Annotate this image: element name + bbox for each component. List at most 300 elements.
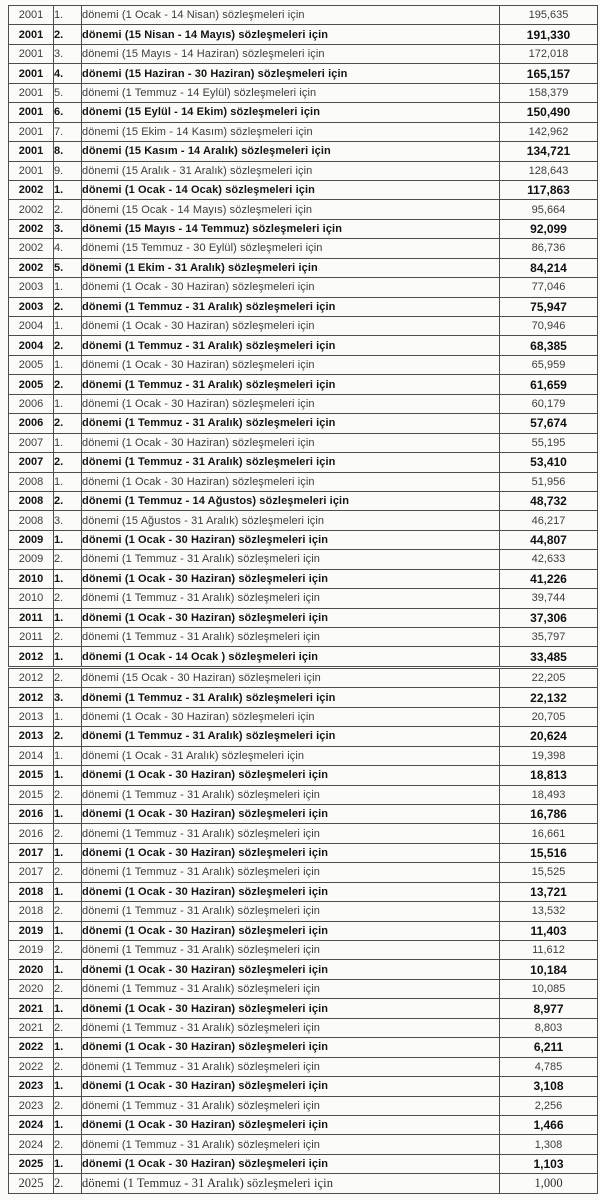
period-cell: 1. [54,882,82,901]
year-cell: 2019 [9,941,54,960]
year-cell: 2022 [9,1038,54,1057]
table-row [9,336,598,355]
year-cell: 2012 [9,667,54,687]
value-cell: 128,643 [500,161,598,180]
year-cell: 2020 [9,960,54,979]
table-row [9,1115,598,1134]
table-row [9,239,598,258]
table-row [9,1174,598,1193]
year-cell: 2012 [9,647,54,667]
value-cell: 2,256 [500,1096,598,1115]
value-cell: 195,635 [500,6,598,25]
period-cell: 2. [54,628,82,647]
table-row [9,278,598,297]
description-cell: dönemi (1 Ekim - 31 Aralık) sözleşmeleri için [82,258,500,277]
table-row [9,44,598,63]
period-cell: 2. [54,453,82,472]
description-cell: dönemi (15 Ocak - 30 Haziran) sözleşmeleri için [82,667,500,687]
period-cell: 3. [54,219,82,238]
year-cell: 2018 [9,902,54,921]
table-row [9,433,598,452]
value-cell: 61,659 [500,375,598,394]
period-cell: 5. [54,83,82,102]
value-cell: 35,797 [500,628,598,647]
year-cell: 2001 [9,44,54,63]
description-cell: dönemi (1 Temmuz - 14 Eylül) sözleşmeleri için [82,83,500,102]
year-cell: 2001 [9,6,54,25]
description-cell: dönemi (1 Ocak - 30 Haziran) sözleşmeleri için [82,960,500,979]
year-cell: 2003 [9,278,54,297]
value-cell: 158,379 [500,83,598,102]
period-cell: 2. [54,1135,82,1154]
period-cell: 2. [54,941,82,960]
value-cell: 16,661 [500,824,598,843]
description-cell: dönemi (1 Ocak - 30 Haziran) sözleşmeleri için [82,317,500,336]
table-row [9,960,598,979]
year-cell: 2008 [9,491,54,510]
value-cell: 18,813 [500,766,598,785]
description-cell: dönemi (1 Ocak - 30 Haziran) sözleşmeleri için [82,882,500,901]
table-row [9,1038,598,1057]
description-cell: dönemi (1 Temmuz - 31 Aralık) sözleşmeleri için [82,863,500,882]
period-cell: 2. [54,491,82,510]
description-cell: dönemi (1 Ocak - 30 Haziran) sözleşmeleri için [82,1038,500,1057]
value-cell: 53,410 [500,453,598,472]
year-cell: 2004 [9,336,54,355]
description-cell: dönemi (1 Temmuz - 31 Aralık) sözleşmeleri için [82,785,500,804]
year-cell: 2016 [9,824,54,843]
description-cell: dönemi (15 Temmuz - 30 Eylül) sözleşmeleri için [82,239,500,258]
table-row [9,200,598,219]
value-cell: 48,732 [500,491,598,510]
value-cell: 191,330 [500,25,598,44]
year-cell: 2011 [9,628,54,647]
period-cell: 2. [54,200,82,219]
year-cell: 2015 [9,785,54,804]
description-cell: dönemi (15 Mayıs - 14 Haziran) sözleşmeleri için [82,44,500,63]
table-row [9,317,598,336]
table-row [9,180,598,199]
description-cell: dönemi (1 Ocak - 30 Haziran) sözleşmeleri için [82,999,500,1018]
period-cell: 2. [54,414,82,433]
value-cell: 3,108 [500,1077,598,1096]
value-cell: 172,018 [500,44,598,63]
value-cell: 18,493 [500,785,598,804]
year-cell: 2015 [9,766,54,785]
table-row [9,355,598,374]
period-cell: 9. [54,161,82,180]
description-cell: dönemi (1 Temmuz - 31 Aralık) sözleşmeleri için [82,688,500,707]
table-row [9,707,598,726]
year-cell: 2001 [9,122,54,141]
description-cell: dönemi (1 Ocak - 30 Haziran) sözleşmeleri için [82,355,500,374]
description-cell: dönemi (1 Temmuz - 31 Aralık) sözleşmeleri için [82,1174,500,1193]
year-cell: 2014 [9,746,54,765]
table-row [9,785,598,804]
value-cell: 37,306 [500,608,598,627]
period-cell: 2. [54,863,82,882]
table-row [9,1077,598,1096]
description-cell: dönemi (15 Ocak - 14 Mayıs) sözleşmeleri için [82,200,500,219]
description-cell: dönemi (1 Temmuz - 31 Aralık) sözleşmeleri için [82,902,500,921]
description-cell: dönemi (1 Temmuz - 14 Ağustos) sözleşmeleri için [82,491,500,510]
period-cell: 2. [54,1174,82,1193]
table-row [9,921,598,940]
description-cell: dönemi (1 Temmuz - 31 Aralık) sözleşmeleri için [82,589,500,608]
description-cell: dönemi (15 Ağustos - 31 Aralık) sözleşmeleri için [82,511,500,530]
period-cell: 1. [54,355,82,374]
year-cell: 2006 [9,414,54,433]
value-cell: 20,624 [500,727,598,746]
year-cell: 2009 [9,550,54,569]
year-cell: 2025 [9,1174,54,1193]
value-cell: 33,485 [500,647,598,667]
value-cell: 134,721 [500,142,598,161]
value-cell: 1,308 [500,1135,598,1154]
period-cell: 4. [54,64,82,83]
period-cell: 1. [54,647,82,667]
value-cell: 55,195 [500,433,598,452]
description-cell: dönemi (1 Ocak - 30 Haziran) sözleşmeleri için [82,1077,500,1096]
value-cell: 46,217 [500,511,598,530]
description-cell: dönemi (1 Temmuz - 31 Aralık) sözleşmeleri için [82,414,500,433]
table-row [9,667,598,687]
period-cell: 2. [54,297,82,316]
value-cell: 8,977 [500,999,598,1018]
description-cell: dönemi (1 Ocak - 30 Haziran) sözleşmeleri için [82,394,500,413]
period-cell: 2. [54,785,82,804]
year-cell: 2021 [9,999,54,1018]
value-cell: 15,516 [500,843,598,862]
year-cell: 2024 [9,1115,54,1134]
year-cell: 2019 [9,921,54,940]
period-cell: 1. [54,433,82,452]
year-cell: 2010 [9,589,54,608]
value-cell: 165,157 [500,64,598,83]
description-cell: dönemi (1 Temmuz - 31 Aralık) sözleşmeleri için [82,941,500,960]
period-cell: 1. [54,278,82,297]
value-cell: 42,633 [500,550,598,569]
description-cell: dönemi (1 Temmuz - 31 Aralık) sözleşmeleri için [82,336,500,355]
description-cell: dönemi (1 Ocak - 14 Ocak) sözleşmeleri için [82,180,500,199]
period-cell: 1. [54,394,82,413]
description-cell: dönemi (15 Haziran - 30 Haziran) sözleşmeleri için [82,64,500,83]
value-cell: 13,532 [500,902,598,921]
year-cell: 2016 [9,804,54,823]
period-cell: 1. [54,1038,82,1057]
period-cell: 1. [54,180,82,199]
description-cell: dönemi (1 Ocak - 30 Haziran) sözleşmeleri için [82,569,500,588]
year-cell: 2005 [9,355,54,374]
description-cell: dönemi (1 Temmuz - 31 Aralık) sözleşmeleri için [82,824,500,843]
year-cell: 2001 [9,64,54,83]
value-cell: 15,525 [500,863,598,882]
period-cell: 1. [54,707,82,726]
period-cell: 2. [54,824,82,843]
period-cell: 2. [54,550,82,569]
table-row [9,1154,598,1173]
table-row [9,6,598,25]
value-cell: 19,398 [500,746,598,765]
description-cell: dönemi (15 Aralık - 31 Aralık) sözleşmeleri için [82,161,500,180]
year-cell: 2001 [9,25,54,44]
period-cell: 1. [54,921,82,940]
description-cell: dönemi (15 Eylül - 14 Ekim) sözleşmeleri için [82,103,500,122]
period-cell: 2. [54,25,82,44]
description-cell: dönemi (1 Ocak - 30 Haziran) sözleşmeleri için [82,707,500,726]
period-cell: 1. [54,472,82,491]
description-cell: dönemi (15 Nisan - 14 Mayıs) sözleşmeleri için [82,25,500,44]
year-cell: 2007 [9,453,54,472]
table-row [9,83,598,102]
table-row [9,491,598,510]
value-cell: 10,184 [500,960,598,979]
period-cell: 3. [54,44,82,63]
table-row [9,804,598,823]
period-cell: 2. [54,667,82,687]
value-cell: 150,490 [500,103,598,122]
value-cell: 13,721 [500,882,598,901]
value-cell: 68,385 [500,336,598,355]
year-cell: 2004 [9,317,54,336]
table-row [9,161,598,180]
table-row [9,902,598,921]
table-row [9,297,598,316]
year-cell: 2001 [9,83,54,102]
value-cell: 86,736 [500,239,598,258]
year-cell: 2002 [9,219,54,238]
year-cell: 2023 [9,1077,54,1096]
table-row [9,1057,598,1076]
description-cell: dönemi (1 Ocak - 30 Haziran) sözleşmeleri için [82,472,500,491]
value-cell: 10,085 [500,979,598,998]
table-row [9,843,598,862]
description-cell: dönemi (1 Temmuz - 31 Aralık) sözleşmeleri için [82,453,500,472]
table-row [9,1018,598,1037]
table-row [9,64,598,83]
description-cell: dönemi (1 Ocak - 30 Haziran) sözleşmeleri için [82,530,500,549]
year-cell: 2011 [9,608,54,627]
value-cell: 22,205 [500,667,598,687]
table-row [9,122,598,141]
period-cell: 1. [54,804,82,823]
period-cell: 1. [54,317,82,336]
year-cell: 2017 [9,843,54,862]
period-cell: 1. [54,1154,82,1173]
year-cell: 2002 [9,180,54,199]
contract-periods-table [8,5,598,1194]
value-cell: 1,000 [500,1174,598,1193]
description-cell: dönemi (1 Ocak - 30 Haziran) sözleşmeleri için [82,1154,500,1173]
description-cell: dönemi (1 Temmuz - 31 Aralık) sözleşmeleri için [82,628,500,647]
table-row [9,25,598,44]
table-row [9,394,598,413]
period-cell: 3. [54,511,82,530]
description-cell: dönemi (1 Ocak - 30 Haziran) sözleşmeleri için [82,804,500,823]
year-cell: 2002 [9,258,54,277]
description-cell: dönemi (1 Temmuz - 31 Aralık) sözleşmeleri için [82,1135,500,1154]
value-cell: 84,214 [500,258,598,277]
value-cell: 16,786 [500,804,598,823]
period-cell: 1. [54,999,82,1018]
year-cell: 2025 [9,1154,54,1173]
year-cell: 2006 [9,394,54,413]
value-cell: 44,807 [500,530,598,549]
table-row [9,472,598,491]
description-cell: dönemi (1 Ocak - 30 Haziran) sözleşmeleri için [82,766,500,785]
year-cell: 2001 [9,103,54,122]
description-cell: dönemi (15 Kasım - 14 Aralık) sözleşmeleri için [82,142,500,161]
year-cell: 2007 [9,433,54,452]
period-cell: 6. [54,103,82,122]
value-cell: 92,099 [500,219,598,238]
year-cell: 2003 [9,297,54,316]
description-cell: dönemi (1 Temmuz - 31 Aralık) sözleşmeleri için [82,979,500,998]
table-row [9,647,598,667]
period-cell: 1. [54,530,82,549]
value-cell: 1,103 [500,1154,598,1173]
value-cell: 39,744 [500,589,598,608]
description-cell: dönemi (1 Ocak - 31 Aralık) sözleşmeleri için [82,746,500,765]
year-cell: 2002 [9,200,54,219]
value-cell: 70,946 [500,317,598,336]
value-cell: 8,803 [500,1018,598,1037]
table-row [9,414,598,433]
contracts-table-body [9,6,598,1194]
table-row [9,142,598,161]
year-cell: 2023 [9,1096,54,1115]
value-cell: 11,612 [500,941,598,960]
year-cell: 2017 [9,863,54,882]
table-row [9,103,598,122]
table-row [9,824,598,843]
value-cell: 77,046 [500,278,598,297]
description-cell: dönemi (1 Ocak - 30 Haziran) sözleşmeleri için [82,278,500,297]
year-cell: 2002 [9,239,54,258]
table-row [9,766,598,785]
description-cell: dönemi (15 Ekim - 14 Kasım) sözleşmeleri için [82,122,500,141]
period-cell: 2. [54,1096,82,1115]
table-row [9,863,598,882]
description-cell: dönemi (1 Temmuz - 31 Aralık) sözleşmeleri için [82,1018,500,1037]
description-cell: dönemi (1 Ocak - 30 Haziran) sözleşmeleri için [82,843,500,862]
table-row [9,628,598,647]
description-cell: dönemi (1 Temmuz - 31 Aralık) sözleşmeleri için [82,727,500,746]
period-cell: 1. [54,960,82,979]
table-row [9,746,598,765]
year-cell: 2001 [9,161,54,180]
table-row [9,688,598,707]
year-cell: 2009 [9,530,54,549]
value-cell: 51,956 [500,472,598,491]
year-cell: 2018 [9,882,54,901]
period-cell: 1. [54,569,82,588]
table-row [9,589,598,608]
description-cell: dönemi (15 Mayıs - 14 Temmuz) sözleşmeleri için [82,219,500,238]
description-cell: dönemi (1 Temmuz - 31 Aralık) sözleşmeleri için [82,375,500,394]
description-cell: dönemi (1 Ocak - 30 Haziran) sözleşmeleri için [82,433,500,452]
period-cell: 1. [54,1077,82,1096]
table-row [9,453,598,472]
value-cell: 22,132 [500,688,598,707]
table-row [9,219,598,238]
period-cell: 1. [54,746,82,765]
value-cell: 95,664 [500,200,598,219]
period-cell: 8. [54,142,82,161]
value-cell: 60,179 [500,394,598,413]
table-row [9,258,598,277]
description-cell: dönemi (1 Ocak - 30 Haziran) sözleşmeleri için [82,921,500,940]
description-cell: dönemi (1 Temmuz - 31 Aralık) sözleşmeleri için [82,1096,500,1115]
value-cell: 142,962 [500,122,598,141]
table-row [9,608,598,627]
description-cell: dönemi (1 Temmuz - 31 Aralık) sözleşmeleri için [82,550,500,569]
period-cell: 7. [54,122,82,141]
table-row [9,999,598,1018]
table-row [9,530,598,549]
year-cell: 2022 [9,1057,54,1076]
table-row [9,941,598,960]
year-cell: 2020 [9,979,54,998]
year-cell: 2021 [9,1018,54,1037]
period-cell: 1. [54,843,82,862]
table-row [9,979,598,998]
description-cell: dönemi (1 Temmuz - 31 Aralık) sözleşmeleri için [82,297,500,316]
value-cell: 4,785 [500,1057,598,1076]
period-cell: 2. [54,375,82,394]
value-cell: 6,211 [500,1038,598,1057]
period-cell: 2. [54,902,82,921]
value-cell: 117,863 [500,180,598,199]
period-cell: 3. [54,688,82,707]
period-cell: 4. [54,239,82,258]
year-cell: 2012 [9,688,54,707]
value-cell: 1,466 [500,1115,598,1134]
period-cell: 2. [54,336,82,355]
period-cell: 1. [54,608,82,627]
value-cell: 75,947 [500,297,598,316]
table-row [9,569,598,588]
table-row [9,882,598,901]
value-cell: 11,403 [500,921,598,940]
value-cell: 20,705 [500,707,598,726]
period-cell: 5. [54,258,82,277]
description-cell: dönemi (1 Ocak - 14 Nisan) sözleşmeleri için [82,6,500,25]
period-cell: 2. [54,1057,82,1076]
description-cell: dönemi (1 Ocak - 30 Haziran) sözleşmeleri için [82,608,500,627]
description-cell: dönemi (1 Ocak - 30 Haziran) sözleşmeleri için [82,1115,500,1134]
year-cell: 2008 [9,472,54,491]
period-cell: 1. [54,1115,82,1134]
year-cell: 2013 [9,707,54,726]
year-cell: 2008 [9,511,54,530]
period-cell: 2. [54,727,82,746]
table-row [9,550,598,569]
table-row [9,511,598,530]
table-row [9,1135,598,1154]
table-row [9,727,598,746]
value-cell: 41,226 [500,569,598,588]
period-cell: 1. [54,6,82,25]
period-cell: 1. [54,766,82,785]
year-cell: 2013 [9,727,54,746]
period-cell: 2. [54,979,82,998]
value-cell: 57,674 [500,414,598,433]
year-cell: 2024 [9,1135,54,1154]
period-cell: 2. [54,1018,82,1037]
description-cell: dönemi (1 Temmuz - 31 Aralık) sözleşmeleri için [82,1057,500,1076]
table-row [9,375,598,394]
